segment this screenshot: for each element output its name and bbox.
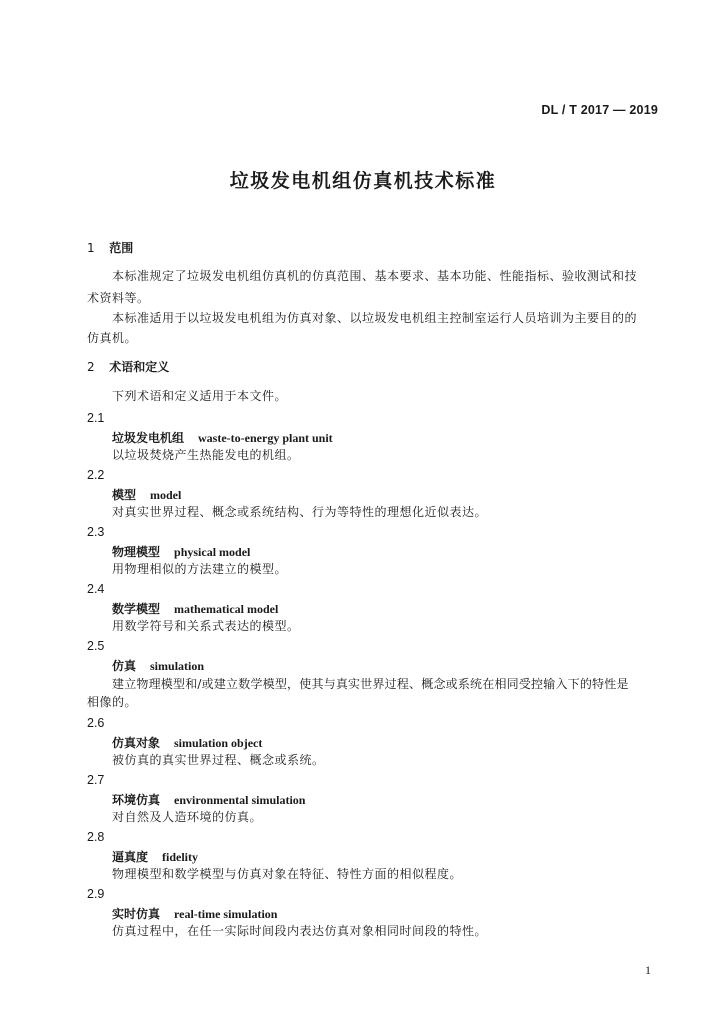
paragraph-line: 本标准适用于以垃圾发电机组为仿真对象、以垃圾发电机组主控制室运行人员培训为主要目的的	[112, 311, 638, 325]
clause-number: 2.3	[87, 525, 105, 539]
term-heading	[112, 734, 262, 752]
clause-number: 2.9	[87, 887, 105, 901]
clause-number: 2.4	[87, 582, 105, 596]
term-zh: 垃圾发电机组	[112, 431, 185, 445]
term-definition: 仿真过程中，在任一实际时间段内表达仿真对象相同时间段的特性。	[112, 924, 488, 938]
term-zh: 实时仿真	[112, 907, 161, 921]
clause-number: 2.8	[87, 830, 105, 844]
term-en: fidelity	[162, 850, 199, 864]
term-en: environmental simulation	[174, 793, 306, 807]
term-zh: 环境仿真	[112, 793, 161, 807]
term-heading	[112, 543, 250, 561]
term-heading	[112, 791, 305, 809]
clause-number: 2.5	[87, 639, 105, 653]
term-definition: 物理模型和数学模型与仿真对象在特征、特性方面的相似程度。	[112, 867, 463, 881]
standard-code: DL / T 2017 — 2019	[541, 103, 658, 117]
clause-number: 2.2	[87, 468, 105, 482]
page-number: 1	[645, 963, 651, 977]
term-zh: 物理模型	[112, 545, 161, 559]
term-en: real-time simulation	[174, 907, 278, 921]
term-heading	[112, 657, 204, 675]
section-heading-scope	[87, 239, 133, 257]
term-en: simulation	[150, 659, 205, 673]
term-zh: 仿真	[112, 659, 137, 673]
term-definition: 用物理相似的方法建立的模型。	[112, 562, 288, 576]
term-definition: 对自然及人造环境的仿真。	[112, 810, 263, 824]
clause-number: 2.7	[87, 773, 105, 787]
term-definition: 建立物理模型和/或建立数学模型，使其与真实世界过程、概念或系统在相同受控输入下的特性是	[112, 677, 629, 691]
paragraph-line: 术资料等。	[87, 291, 150, 305]
term-zh: 仿真对象	[112, 736, 161, 750]
term-definition: 对真实世界过程、概念或系统结构、行为等特性的理想化近似表达。	[112, 505, 488, 519]
document-title: 垃圾发电机组仿真机技术标准	[229, 170, 497, 192]
section-number: 1	[87, 241, 95, 255]
term-heading	[112, 429, 333, 447]
term-heading	[112, 486, 181, 504]
term-definition: 被仿真的真实世界过程、概念或系统。	[112, 753, 325, 767]
clause-number: 2.6	[87, 716, 105, 730]
term-heading	[112, 905, 277, 923]
term-zh: 数学模型	[112, 602, 161, 616]
term-definition: 用数学符号和关系式表达的模型。	[112, 619, 300, 633]
term-zh: 模型	[112, 488, 137, 502]
section-number: 2	[87, 360, 95, 374]
term-definition: 以垃圾焚烧产生热能发电的机组。	[112, 448, 300, 462]
section-title: 范围	[109, 241, 134, 255]
term-definition-continued: 相像的。	[87, 695, 138, 709]
term-heading	[112, 600, 278, 618]
term-heading	[112, 848, 198, 866]
term-zh: 逼真度	[112, 850, 149, 864]
term-en: mathematical model	[174, 602, 279, 616]
clause-number: 2.1	[87, 411, 105, 425]
paragraph-line: 本标准规定了垃圾发电机组仿真机的仿真范围、基本要求、基本功能、性能指标、验收测试和技	[112, 269, 638, 283]
term-en: waste-to-energy plant unit	[198, 431, 333, 445]
section-title: 术语和定义	[109, 360, 170, 374]
paragraph-line: 仿真机。	[87, 331, 138, 345]
term-en: simulation object	[174, 736, 263, 750]
section-heading-terms	[87, 358, 169, 376]
section-intro: 下列术语和定义适用于本文件。	[112, 389, 288, 403]
term-en: model	[150, 488, 182, 502]
term-en: physical model	[174, 545, 251, 559]
